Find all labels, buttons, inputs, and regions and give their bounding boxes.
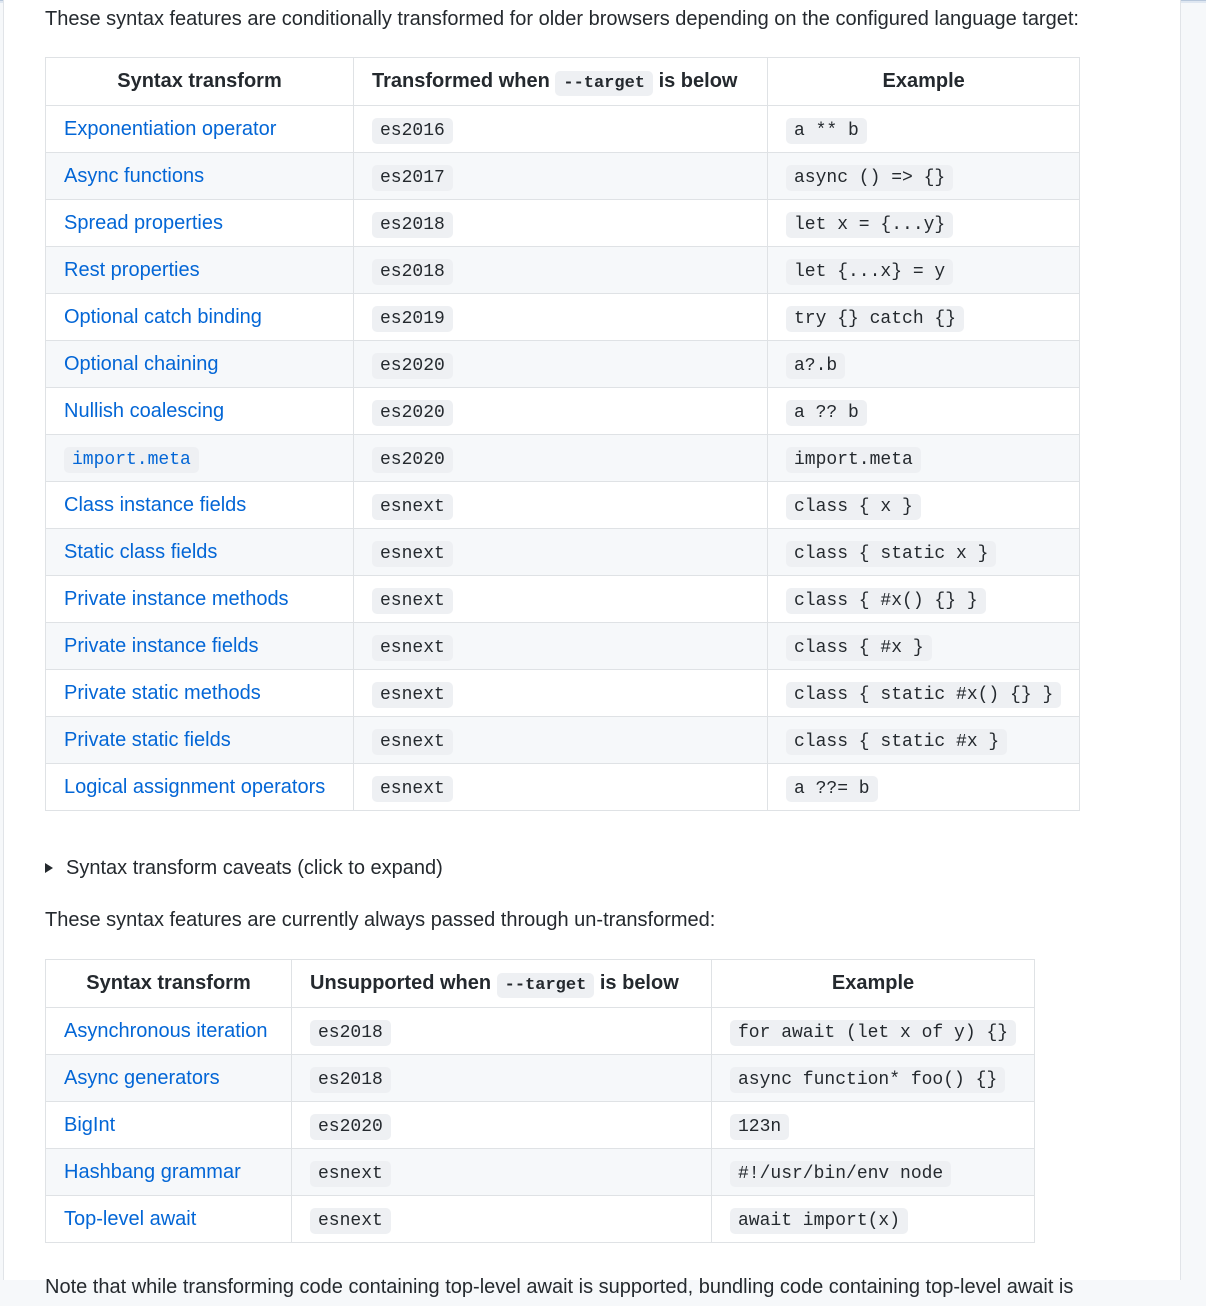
table-header-row <box>46 58 1080 106</box>
target-cell: es2018 <box>292 1055 712 1102</box>
table-row <box>46 482 1080 529</box>
target-cell: es2020 <box>354 341 768 388</box>
syntax-name-cell <box>46 623 354 670</box>
documentation-article <box>3 0 1181 1298</box>
table-row <box>46 717 1080 764</box>
syntax-name-cell <box>46 106 354 153</box>
example-cell: a?.b <box>768 341 1080 388</box>
example-cell: class { #x } <box>768 623 1080 670</box>
example-cell: async () => {} <box>768 153 1080 200</box>
table-row <box>46 670 1080 717</box>
syntax-link[interactable]: Private static methods <box>64 681 261 704</box>
example-cell: class { #x() {} } <box>768 576 1080 623</box>
syntax-name-cell <box>46 1008 292 1055</box>
example-cell: class { static x } <box>768 529 1080 576</box>
syntax-link[interactable]: Exponentiation operator <box>64 117 277 140</box>
syntax-link[interactable]: Nullish coalescing <box>64 399 225 422</box>
header-unsupported-when: Unsupported when --target is below <box>292 960 712 1008</box>
target-flag-code: --target <box>555 71 653 96</box>
syntax-name-cell <box>46 200 354 247</box>
example-cell: class { static #x() {} } <box>768 670 1080 717</box>
table-row <box>46 764 1080 811</box>
target-cell: esnext <box>354 482 768 529</box>
syntax-link[interactable] <box>64 447 199 469</box>
table-header-row <box>46 960 1035 1008</box>
target-cell: es2018 <box>354 200 768 247</box>
header-transformed-when: Transformed when --target is below <box>354 58 768 106</box>
table-row <box>46 153 1080 200</box>
example-cell: await import(x) <box>712 1196 1035 1243</box>
table-row <box>46 623 1080 670</box>
syntax-name-cell <box>46 1196 292 1243</box>
target-cell: es2019 <box>354 294 768 341</box>
target-cell: esnext <box>354 670 768 717</box>
target-cell: es2018 <box>354 247 768 294</box>
example-cell: class { x } <box>768 482 1080 529</box>
target-cell: es2020 <box>354 388 768 435</box>
syntax-name-cell <box>46 717 354 764</box>
table-row <box>46 388 1080 435</box>
syntax-name-cell <box>46 529 354 576</box>
syntax-link[interactable]: Static class fields <box>64 540 218 563</box>
import-meta-code: import.meta <box>64 447 199 473</box>
syntax-name-cell <box>46 247 354 294</box>
table-row <box>46 1008 1035 1055</box>
syntax-link[interactable]: Private instance methods <box>64 587 289 610</box>
table-row <box>46 1196 1035 1243</box>
syntax-link[interactable]: Class instance fields <box>64 493 247 516</box>
example-cell: async function* foo() {} <box>712 1055 1035 1102</box>
intro-passthrough-text: These syntax features are currently always passed through un-transformed: <box>45 909 716 931</box>
syntax-name-cell <box>46 294 354 341</box>
example-cell: import.meta <box>768 435 1080 482</box>
table-row <box>46 200 1080 247</box>
target-cell: esnext <box>354 576 768 623</box>
table-row <box>46 341 1080 388</box>
syntax-name-cell <box>46 1102 292 1149</box>
syntax-link[interactable]: Top-level await <box>64 1207 197 1230</box>
table-row <box>46 294 1080 341</box>
target-cell: esnext <box>354 717 768 764</box>
caveats-summary-label: Syntax transform caveats (click to expand) <box>66 857 443 879</box>
intro-transformed-text: These syntax features are conditionally transformed for older browsers depending on the configured language target: <box>45 8 1079 30</box>
table-row <box>46 247 1080 294</box>
syntax-link[interactable]: Async functions <box>64 164 205 187</box>
disclosure-triangle-icon <box>45 863 53 873</box>
example-cell: let x = {...y} <box>768 200 1080 247</box>
syntax-name-cell <box>46 341 354 388</box>
syntax-link[interactable]: Rest properties <box>64 258 200 281</box>
syntax-name-cell <box>46 1055 292 1102</box>
example-cell: #!/usr/bin/env node <box>712 1149 1035 1196</box>
target-flag-code: --target <box>497 973 595 998</box>
syntax-link[interactable]: Logical assignment operators <box>64 775 326 798</box>
target-cell: esnext <box>354 764 768 811</box>
header-syntax-transform: Syntax transform <box>46 58 354 106</box>
example-cell: a ** b <box>768 106 1080 153</box>
syntax-link[interactable]: Optional chaining <box>64 352 219 375</box>
syntax-name-cell <box>46 576 354 623</box>
syntax-link[interactable]: Optional catch binding <box>64 305 262 328</box>
caveats-disclosure[interactable] <box>45 850 443 886</box>
syntax-link[interactable]: Hashbang grammar <box>64 1160 241 1183</box>
target-cell: es2018 <box>292 1008 712 1055</box>
example-cell: a ?? b <box>768 388 1080 435</box>
syntax-name-cell <box>46 388 354 435</box>
example-cell: for await (let x of y) {} <box>712 1008 1035 1055</box>
syntax-name-cell <box>46 670 354 717</box>
header-example: Example <box>768 58 1080 106</box>
syntax-name-cell <box>46 435 354 482</box>
table-row <box>46 576 1080 623</box>
syntax-name-cell <box>46 1149 292 1196</box>
header-syntax-transform: Syntax transform <box>46 960 292 1008</box>
table-row <box>46 1055 1035 1102</box>
table-row <box>46 1149 1035 1196</box>
table-row <box>46 106 1080 153</box>
example-cell: class { static #x } <box>768 717 1080 764</box>
target-cell: esnext <box>354 623 768 670</box>
syntax-link[interactable]: Private static fields <box>64 728 231 751</box>
example-cell: a ??= b <box>768 764 1080 811</box>
example-cell: 123n <box>712 1102 1035 1149</box>
passthrough-syntax-table <box>45 959 1035 1243</box>
syntax-name-cell <box>46 764 354 811</box>
target-cell: es2017 <box>354 153 768 200</box>
syntax-name-cell <box>46 482 354 529</box>
example-cell: try {} catch {} <box>768 294 1080 341</box>
target-cell: esnext <box>354 529 768 576</box>
target-cell: es2020 <box>354 435 768 482</box>
table-row <box>46 1102 1035 1149</box>
syntax-link[interactable]: BigInt <box>64 1113 116 1136</box>
target-cell: esnext <box>292 1149 712 1196</box>
example-cell: let {...x} = y <box>768 247 1080 294</box>
transformed-syntax-table <box>45 57 1080 811</box>
trailing-note-text: Note that while transforming code containing top-level await is supported, bundling code containing top-level await is <box>45 1276 1074 1298</box>
table-row <box>46 435 1080 482</box>
table-row <box>46 529 1080 576</box>
target-cell: esnext <box>292 1196 712 1243</box>
syntax-name-cell <box>46 153 354 200</box>
syntax-link[interactable]: Spread properties <box>64 211 223 234</box>
syntax-link[interactable]: Private instance fields <box>64 634 259 657</box>
target-cell: es2020 <box>292 1102 712 1149</box>
target-cell: es2016 <box>354 106 768 153</box>
syntax-link[interactable]: Asynchronous iteration <box>64 1019 268 1042</box>
syntax-link[interactable]: Async generators <box>64 1066 220 1089</box>
header-example: Example <box>712 960 1035 1008</box>
